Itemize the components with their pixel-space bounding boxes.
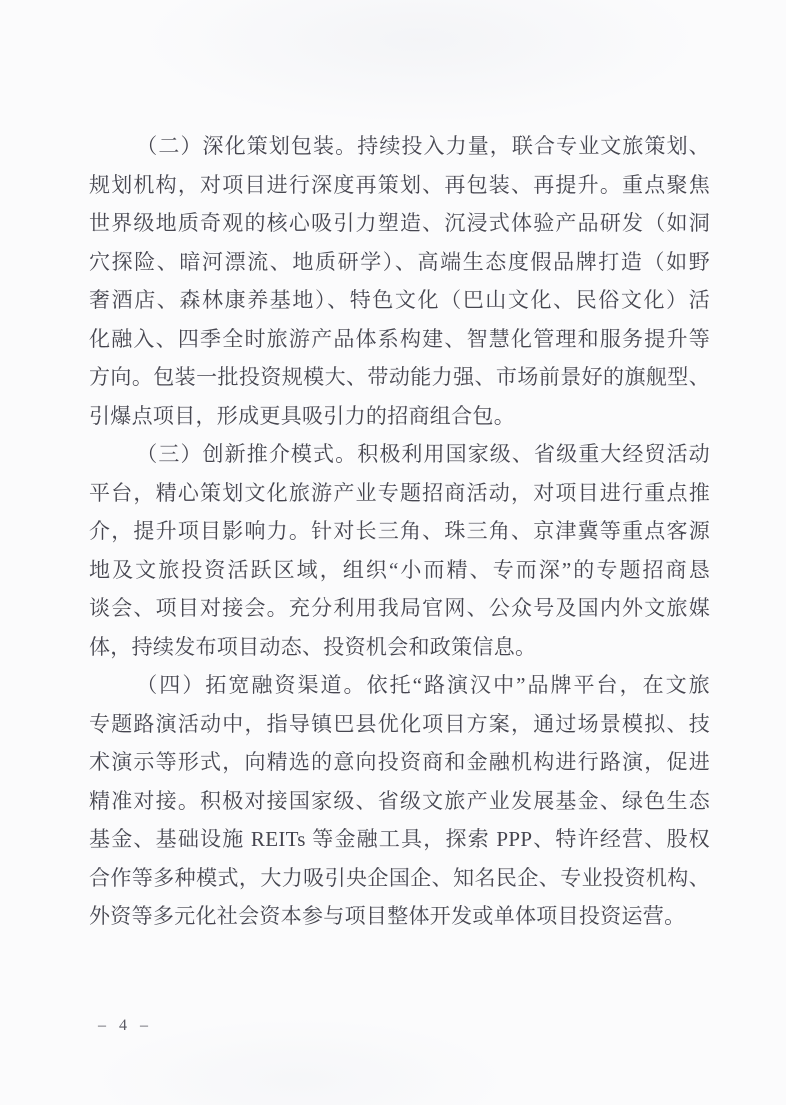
text-line: 术演示等形式，向精选的意向投资商和金融机构进行路演，促进 — [89, 750, 710, 774]
paragraph-section-2 — [89, 127, 710, 435]
text-line: （三）创新推介模式。积极利用国家级、省级重大经贸活动 — [136, 442, 710, 466]
page-number: – 4 – — [98, 1017, 151, 1034]
text-line: 基金、基础设施 REITs 等金融工具，探索 PPP、特许经营、股权 — [89, 827, 710, 851]
text-line: 外资等多元化社会资本参与项目整体开发或单体项目投资运营。 — [89, 904, 686, 928]
text-line: 介，提升项目影响力。针对长三角、珠三角、京津冀等重点客源 — [89, 519, 710, 543]
text-line: 合作等多种模式，大力吸引央企国企、知名民企、专业投资机构、 — [89, 865, 710, 890]
text-line: 谈会、项目对接会。充分利用我局官网、公众号及国内外文旅媒 — [89, 596, 710, 620]
text-line: 化融入、四季全时旅游产品体系构建、智慧化管理和服务提升等 — [89, 326, 710, 351]
text-line: 方向。包装一批投资规模大、带动能力强、市场前景好的旗舰型、 — [89, 365, 710, 389]
paragraph-section-3 — [89, 435, 710, 666]
text-line: 引爆点项目，形成更具吸引力的招商组合包。 — [89, 403, 515, 428]
document-body — [89, 127, 710, 936]
text-line: 世界级地质奇观的核心吸引力塑造、沉浸式体验产品研发（如洞 — [89, 211, 710, 235]
text-line: （二）深化策划包装。持续投入力量，联合专业文旅策划、 — [136, 134, 710, 158]
text-line: 精准对接。积极对接国家级、省级文旅产业发展基金、绿色生态 — [89, 788, 710, 813]
text-line: 地及文旅投资活跃区域，组织“小而精、专而深”的专题招商恳 — [89, 557, 710, 582]
text-line: （四）拓宽融资渠道。依托“路演汉中”品牌平台，在文旅 — [136, 673, 710, 697]
text-line: 穴探险、暗河漂流、地质研学）、高端生态度假品牌打造（如野 — [89, 249, 710, 274]
text-line: 平台，精心策划文化旅游产业专题招商活动，对项目进行重点推 — [89, 480, 710, 505]
text-line: 奢酒店、森林康养基地）、特色文化（巴山文化、民俗文化）活 — [89, 288, 710, 312]
text-line: 专题路演活动中，指导镇巴县优化项目方案，通过场景模拟、技 — [89, 711, 710, 736]
text-line: 体，持续发布项目动态、投资机会和政策信息。 — [89, 634, 537, 659]
text-line: 规划机构，对项目进行深度再策划、再包装、再提升。重点聚焦 — [89, 172, 710, 197]
paragraph-section-4 — [89, 666, 710, 936]
